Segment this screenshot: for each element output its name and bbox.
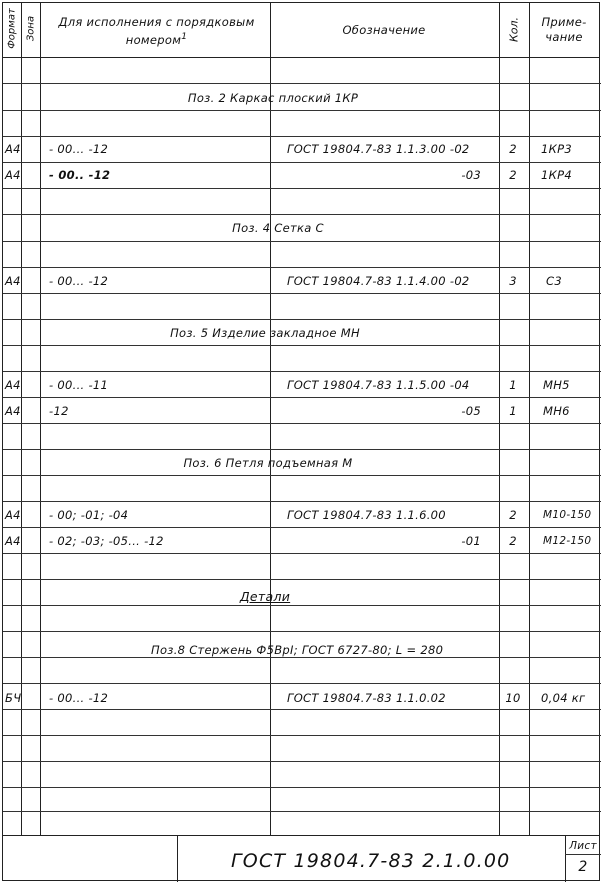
cell-format: А4 <box>5 142 21 156</box>
header-variant <box>49 15 264 48</box>
cell-note: МН6 <box>543 404 570 418</box>
cell-qty: 2 <box>509 168 517 182</box>
cell-format: А4 <box>5 378 21 392</box>
cell-variant: - 00... -11 <box>49 378 109 392</box>
section-title: Поз. 2 Каркас плоский 1КР <box>187 91 359 105</box>
section-title: Поз. 6 Петля подъемная М <box>183 456 353 470</box>
cell-qty: 1 <box>509 378 517 392</box>
cell-variant: - 02; -03; -05... -12 <box>49 534 164 548</box>
header-variant-sup: 1 <box>181 32 188 42</box>
cell-note: М12-150 <box>543 535 592 547</box>
cell-format: А4 <box>5 274 21 288</box>
header-note-line2: чание <box>545 30 583 44</box>
cell-variant: - 00... -12 <box>49 142 109 156</box>
col-line <box>21 3 22 835</box>
section-title: Детали <box>239 589 291 604</box>
header-variant-text: Для исполнения с порядковым номером <box>58 15 255 47</box>
cell-designation: -05 <box>461 404 481 418</box>
cell-qty: 2 <box>509 142 517 156</box>
cell-variant: - 00.. -12 <box>49 168 111 182</box>
cell-note: МН5 <box>543 378 570 392</box>
col-line <box>40 3 41 835</box>
sheet-number: 2 <box>578 859 588 875</box>
section-title: Поз. 5 Изделие закладное МН <box>170 326 360 340</box>
header-qty: Кол. <box>507 16 521 43</box>
sheet-label: Лист <box>569 840 597 852</box>
col-line <box>529 3 530 835</box>
col-line <box>270 3 271 835</box>
cell-format: А4 <box>5 534 21 548</box>
stamp-line <box>565 854 601 855</box>
header-designation: Обозначение <box>342 23 426 37</box>
cell-note: М10-150 <box>543 509 592 521</box>
cell-designation: ГОСТ 19804.7-83 1.1.5.00 -04 <box>287 378 470 392</box>
section-title: Поз. 4 Сетка С <box>232 221 324 235</box>
cell-format: А4 <box>5 168 21 182</box>
cell-qty: 2 <box>509 534 517 548</box>
section-title: Поз.8 Стержень Ф5ВрI; ГОСТ 6727-80; L = 280 <box>151 643 444 657</box>
specification-sheet <box>2 2 600 881</box>
cell-qty: 10 <box>505 691 521 705</box>
cell-designation: ГОСТ 19804.7-83 1.1.4.00 -02 <box>287 274 470 288</box>
cell-designation: -01 <box>461 534 481 548</box>
document-designation: ГОСТ 19804.7-83 2.1.0.00 <box>231 850 511 872</box>
cell-format: А4 <box>5 508 21 522</box>
header-format: Формат <box>6 8 18 49</box>
cell-qty: 1 <box>509 404 517 418</box>
stamp-line <box>565 836 566 882</box>
cell-qty: 3 <box>509 274 517 288</box>
cell-note: 1КР4 <box>541 168 572 182</box>
cell-note: С3 <box>546 274 562 288</box>
cell-designation: ГОСТ 19804.7-83 1.1.0.02 <box>287 691 446 705</box>
cell-variant: -12 <box>49 404 69 418</box>
cell-format: А4 <box>5 404 21 418</box>
cell-format: БЧ <box>5 691 22 705</box>
cell-designation: -03 <box>461 168 481 182</box>
cell-variant: - 00... -12 <box>49 274 109 288</box>
cell-designation: ГОСТ 19804.7-83 1.1.3.00 -02 <box>287 142 470 156</box>
cell-note: 0,04 кг <box>541 691 586 705</box>
cell-variant: - 00... -12 <box>49 691 109 705</box>
cell-variant: - 00; -01; -04 <box>49 508 129 522</box>
cell-qty: 2 <box>509 508 517 522</box>
header-note-line1: Приме- <box>541 15 587 29</box>
title-block <box>3 835 599 880</box>
header-zone: Зона <box>25 15 37 42</box>
header-divider <box>3 57 599 58</box>
stamp-line <box>177 836 178 882</box>
cell-designation: ГОСТ 19804.7-83 1.1.6.00 <box>287 508 446 522</box>
col-line <box>499 3 500 835</box>
cell-note: 1КР3 <box>541 142 572 156</box>
